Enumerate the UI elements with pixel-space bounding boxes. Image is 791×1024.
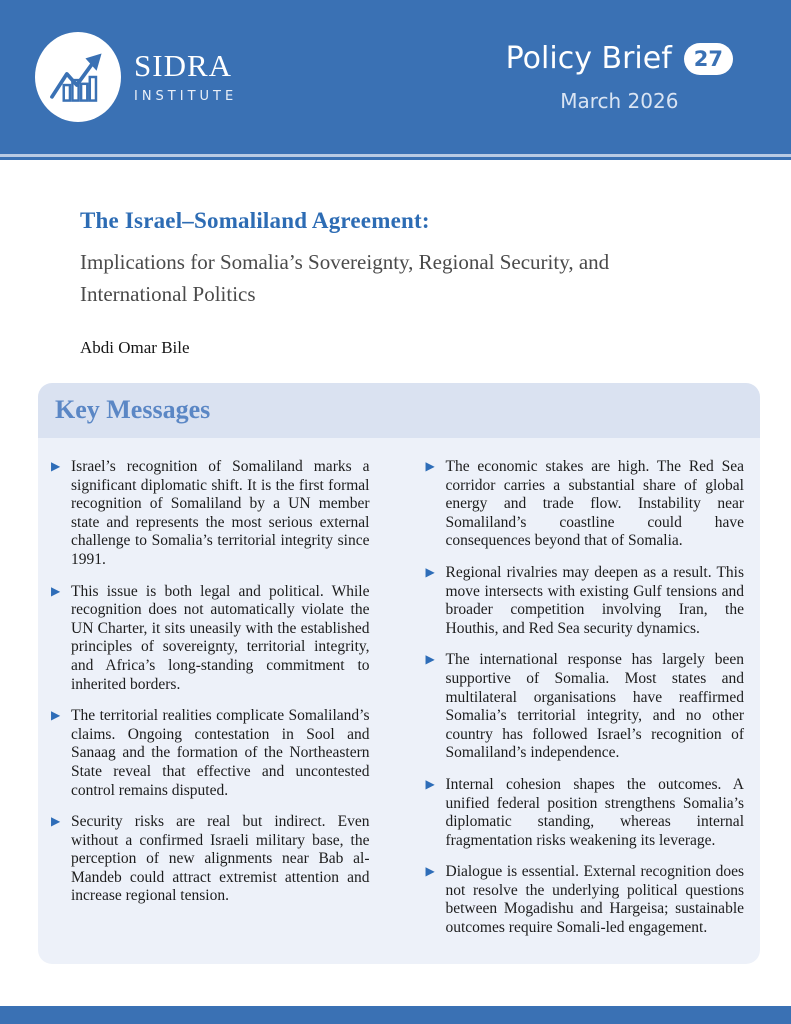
key-message-item	[426, 651, 745, 763]
banner-rule-blue	[0, 157, 791, 160]
key-message-text: Security risks are real but indirect. Even without a confirmed Israeli military base, the perception of new alignments near Bab al-Mandeb could attract extremist attention and increase regional tension.	[71, 813, 370, 905]
growth-chart-icon	[35, 32, 121, 122]
key-messages-left-column	[51, 458, 370, 938]
title-block	[80, 208, 721, 358]
key-message-item	[426, 776, 745, 850]
key-message-text: Regional rivalries may deepen as a result. This move intersects with existing Gulf tensions and broader competition involving Iran, the Houthis, and Red Sea security dynamics.	[445, 563, 744, 637]
triangle-right-icon: ▶	[425, 864, 435, 879]
key-message-text: The international response has largely been supportive of Somalia. Most states and multilateral organisations have reaffirmed Somalia’s territorial integrity, and no other country has followed Israel’s recognition of Somaliland’s independence.	[445, 651, 744, 762]
key-message-item	[51, 458, 370, 570]
brief-block	[506, 41, 733, 113]
key-message-text: Dialogue is essential. External recognition does not resolve the underlying political questions between Mogadishu and Hargeisa; sustainable outcomes require Somali-led engagement.	[445, 863, 744, 937]
author-name: Abdi Omar Bile	[80, 338, 190, 357]
key-message-text: The territorial realities complicate Somaliland’s claims. Ongoing contestation in Sool and Sanaag and the formation of the Northeastern State reveal that effective and uncontested control remains disputed.	[71, 707, 370, 799]
key-message-text: Israel’s recognition of Somaliland marks a significant diplomatic shift. It is the first formal recognition of Somaliland by a UN member state and represents the most serious external challenge to Somalia’s territorial integrity since 1991.	[71, 458, 370, 568]
page-title: The Israel–Somaliland Agreement:	[80, 208, 430, 233]
triangle-right-icon: ▶	[51, 708, 61, 723]
brand-subname: INSTITUTE	[134, 89, 238, 105]
key-messages-box	[38, 383, 760, 964]
top-banner	[0, 0, 791, 154]
brief-label: Policy Brief	[505, 41, 672, 76]
key-message-text: The economic stakes are high. The Red Sea corridor carries a substantial share of global energy and trade flow. Instability near Somaliland’s coastline could have consequences beyond that of Somalia.	[445, 458, 744, 550]
triangle-right-icon: ▶	[425, 652, 435, 667]
key-messages-body	[38, 438, 760, 964]
triangle-right-icon: ▶	[425, 564, 435, 579]
key-message-text: This issue is both legal and political. While recognition does not automatically violate the UN Charter, it sits uneasily with the established principles of sovereignty, territorial integrity, and Africa’s long-standing commitment to inherited borders.	[71, 582, 370, 693]
brand-text	[134, 47, 238, 105]
key-message-item	[51, 813, 370, 906]
key-message-item	[426, 564, 745, 638]
page-subtitle: Implications for Somalia’s Sovereignty, Regional Security, and International Politics	[80, 250, 610, 306]
triangle-right-icon: ▶	[51, 459, 61, 473]
triangle-right-icon: ▶	[425, 776, 435, 791]
triangle-right-icon: ▶	[51, 583, 61, 598]
key-message-text: Internal cohesion shapes the outcomes. A unified federal position strengthens Somalia’s diplomatic standing, whereas internal fragmentation risks weakening its leverage.	[445, 775, 744, 849]
footer-band	[0, 1006, 791, 1024]
triangle-right-icon: ▶	[425, 459, 435, 473]
brief-number-badge: 27	[684, 43, 733, 75]
brand-name: SIDRA	[134, 47, 233, 83]
key-messages-right-column	[426, 458, 745, 938]
brand-logo	[35, 32, 237, 122]
triangle-right-icon: ▶	[51, 814, 61, 829]
key-messages-header	[38, 383, 760, 438]
brief-date: March 2026	[560, 89, 679, 113]
key-message-item	[426, 863, 745, 937]
key-message-item	[426, 458, 745, 551]
key-message-item	[51, 583, 370, 695]
key-message-item	[51, 707, 370, 800]
key-messages-heading: Key Messages	[55, 395, 211, 424]
